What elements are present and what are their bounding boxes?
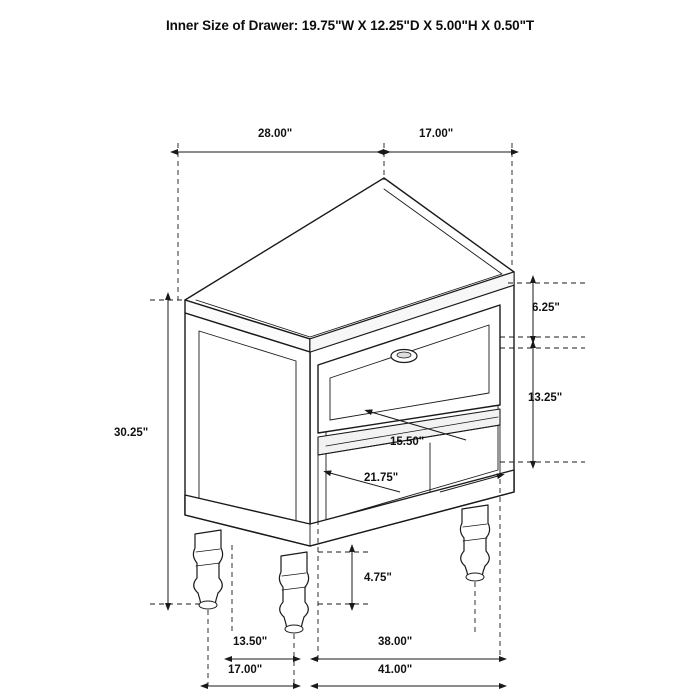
dimension-label-inner-shelf-depth: 15.50" [390,436,425,448]
dimension-label-overall-height: 30.25" [114,427,149,439]
dimension-label-base-width-inner: 38.00" [378,636,413,648]
dimension-label-top-to-drawer: 6.25" [532,302,560,314]
dimension-label-top-right-width: 17.00" [419,128,454,140]
leg-right [460,505,489,581]
leg-front-center [279,552,308,633]
dimension-label-drawer-to-base: 13.25" [528,392,563,404]
dimension-label-inner-shelf-width: 21.75" [364,472,399,484]
dimension-label-base-width-outer: 41.00" [378,664,413,676]
page-title: Inner Size of Drawer: 19.75"W X 12.25"D X 5.00"H X 0.50"T [165,18,535,33]
drawer-pull-icon [391,350,417,363]
dimension-label-base-depth-outer: 17.00" [228,664,263,676]
dimension-label-top-left-depth: 28.00" [258,128,293,140]
leg-front-left [193,530,222,609]
dimension-label-base-depth-inner: 13.50" [233,636,268,648]
nightstand-illustration [185,178,514,633]
dimension-label-leg-height: 4.75" [364,572,392,584]
